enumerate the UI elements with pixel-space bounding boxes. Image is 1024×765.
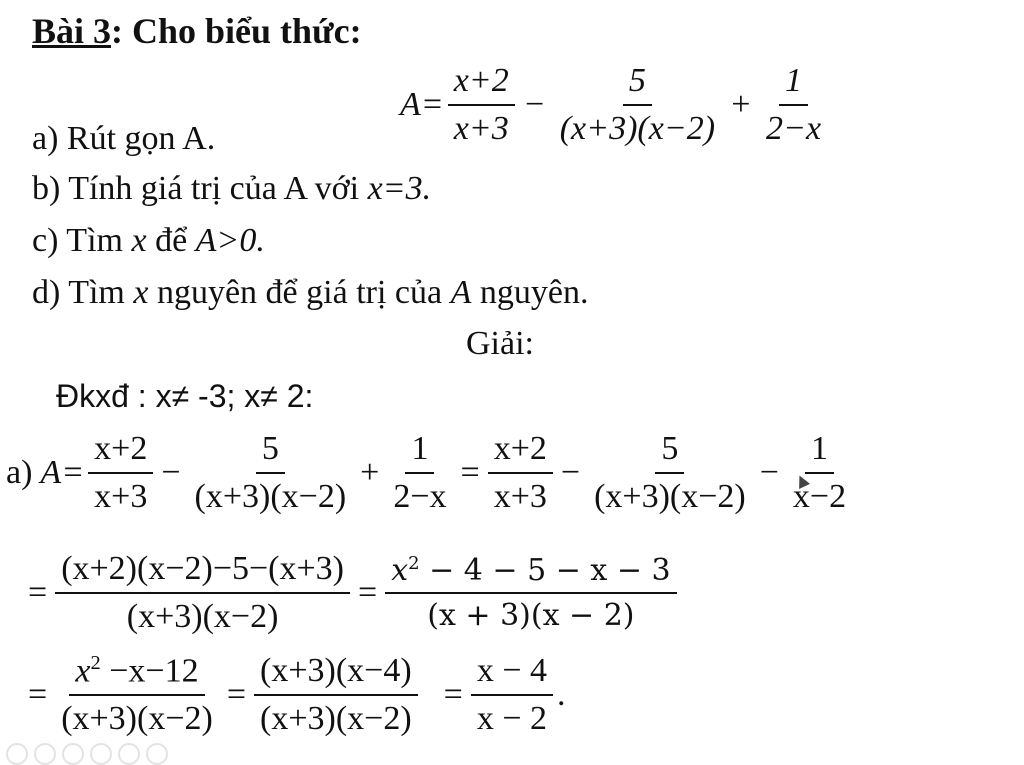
line1-fraction-1-num: x+2 bbox=[88, 430, 153, 474]
expr-fraction-1 bbox=[448, 62, 515, 148]
line3-fraction-1-num-rest: −x−12 bbox=[100, 652, 199, 690]
solution-line-3 bbox=[24, 652, 566, 738]
line1-fraction-3 bbox=[387, 430, 452, 516]
expr-fraction-3-den: 2−x bbox=[766, 110, 822, 147]
player-controls[interactable] bbox=[0, 742, 246, 765]
line1-fraction-6 bbox=[787, 430, 852, 516]
line1-fraction-2-num: 5 bbox=[256, 430, 285, 474]
line3-fraction-2 bbox=[254, 652, 418, 738]
question-c-mid: để bbox=[146, 222, 196, 259]
line3-fraction-1 bbox=[55, 652, 219, 738]
expr-fraction-3-num: 1 bbox=[779, 62, 808, 106]
line2-fraction-2-den: (x + 3)(x − 2) bbox=[427, 598, 635, 633]
question-a: a) Rút gọn A. bbox=[32, 120, 216, 157]
line1-fraction-5 bbox=[588, 430, 752, 516]
line1-op-3: − bbox=[560, 454, 581, 491]
question-b-text: b) Tính giá trị của A với bbox=[32, 170, 368, 207]
line3-fraction-2-den: (x+3)(x−2) bbox=[260, 700, 412, 738]
solution-line-2 bbox=[24, 550, 681, 636]
expr-op-1: − bbox=[522, 86, 546, 123]
line2-fraction-1-num: (x+2)(x−2)−5−(x+3) bbox=[55, 550, 350, 594]
control-circle-icon[interactable] bbox=[62, 743, 84, 765]
line1-fraction-1 bbox=[88, 430, 153, 516]
exercise-number: Bài 3 bbox=[32, 11, 112, 51]
expr-lhs: A= bbox=[400, 86, 444, 123]
line3-fraction-1-den: (x+3)(x−2) bbox=[61, 700, 213, 738]
control-circle-icon[interactable] bbox=[6, 743, 28, 765]
line2-equals-2: = bbox=[358, 574, 378, 611]
expr-fraction-2-num: 5 bbox=[623, 62, 652, 106]
line2-fraction-2 bbox=[385, 553, 676, 633]
line2-fraction-2-num bbox=[385, 553, 676, 594]
line1-fraction-2-den: (x+3)(x−2) bbox=[194, 478, 347, 515]
question-d-text-2: nguyên để giá trị của bbox=[148, 274, 451, 311]
expr-fraction-2 bbox=[554, 62, 721, 148]
line1-op-2: + bbox=[360, 454, 380, 491]
line1-label: a) bbox=[6, 454, 33, 491]
line3-fraction-1-num bbox=[69, 652, 204, 696]
line3-fraction-3-den: x − 2 bbox=[476, 700, 548, 738]
question-d-x: x bbox=[133, 274, 149, 311]
line1-fraction-3-num: 1 bbox=[405, 430, 434, 474]
line2-equals-1: = bbox=[28, 574, 48, 611]
line3-fraction-3-num: x − 4 bbox=[471, 652, 553, 696]
line3-equals-2: = bbox=[226, 676, 247, 714]
line1-op-4: − bbox=[759, 454, 779, 491]
line1-fraction-1-den: x+3 bbox=[94, 478, 148, 515]
line1-fraction-5-num: 5 bbox=[655, 430, 684, 474]
question-d-text-1: d) Tìm bbox=[32, 274, 134, 311]
given-expression bbox=[400, 62, 831, 148]
domain-condition: Đkxđ : x≠ -3; x≠ 2: bbox=[56, 378, 314, 414]
expr-fraction-2-den: (x+3)(x−2) bbox=[559, 110, 716, 147]
line1-fraction-3-den: 2−x bbox=[393, 478, 447, 515]
line3-fraction-1-num-base: x bbox=[75, 652, 91, 690]
line3-fraction-2-num: (x+3)(x−4) bbox=[254, 652, 418, 696]
question-c bbox=[32, 222, 265, 260]
solution-heading: Giải: bbox=[466, 325, 534, 362]
control-circle-icon[interactable] bbox=[118, 743, 140, 765]
expr-op-2: + bbox=[729, 86, 753, 123]
line1-fraction-6-num: 1 bbox=[805, 430, 834, 474]
line2-fraction-1-den: (x+3)(x−2) bbox=[126, 598, 279, 635]
line3-equals-3: = bbox=[443, 676, 463, 714]
question-c-math: A>0. bbox=[195, 222, 265, 259]
exercise-title-rest: : Cho biểu thức: bbox=[111, 11, 362, 51]
line1-fraction-5-den: (x+3)(x−2) bbox=[594, 478, 746, 515]
line3-fraction-1-num-exp: 2 bbox=[90, 652, 101, 674]
expr-fraction-1-num: x+2 bbox=[448, 62, 515, 106]
question-b bbox=[32, 170, 431, 208]
line1-fraction-4-den: x+3 bbox=[493, 478, 547, 515]
question-b-math: x=3. bbox=[367, 170, 432, 207]
line1-fraction-4-num: x+2 bbox=[488, 430, 553, 474]
question-d-A: A bbox=[450, 274, 472, 311]
line1-fraction-2 bbox=[189, 430, 353, 516]
control-circle-icon[interactable] bbox=[146, 743, 168, 765]
control-circle-icon[interactable] bbox=[34, 743, 56, 765]
line3-fraction-3 bbox=[471, 652, 553, 738]
question-d bbox=[32, 274, 588, 312]
expr-fraction-3 bbox=[760, 62, 827, 148]
line1-lhs: A= bbox=[40, 454, 85, 491]
line2-fraction-2-num-rest: − 4 − 5 − x − 3 bbox=[419, 553, 671, 588]
expr-fraction-1-den: x+3 bbox=[453, 110, 509, 147]
line1-op-1: − bbox=[161, 454, 181, 491]
exercise-title bbox=[32, 10, 362, 52]
line1-fraction-6-den: x−2 bbox=[792, 478, 847, 515]
line1-equals: = bbox=[460, 454, 480, 491]
control-circle-icon[interactable] bbox=[90, 743, 112, 765]
line2-fraction-1 bbox=[55, 550, 350, 636]
line2-fraction-2-num-base: x bbox=[391, 553, 409, 588]
question-d-text-3: nguyên. bbox=[471, 274, 589, 311]
line2-fraction-2-num-exp: 2 bbox=[408, 553, 420, 574]
line3-equals-1: = bbox=[28, 676, 48, 714]
question-c-x: x bbox=[131, 222, 147, 259]
line3-end-period: . bbox=[557, 676, 566, 714]
solution-line-1 bbox=[6, 430, 856, 516]
line1-fraction-4 bbox=[488, 430, 553, 516]
question-c-text: c) Tìm bbox=[32, 222, 132, 259]
